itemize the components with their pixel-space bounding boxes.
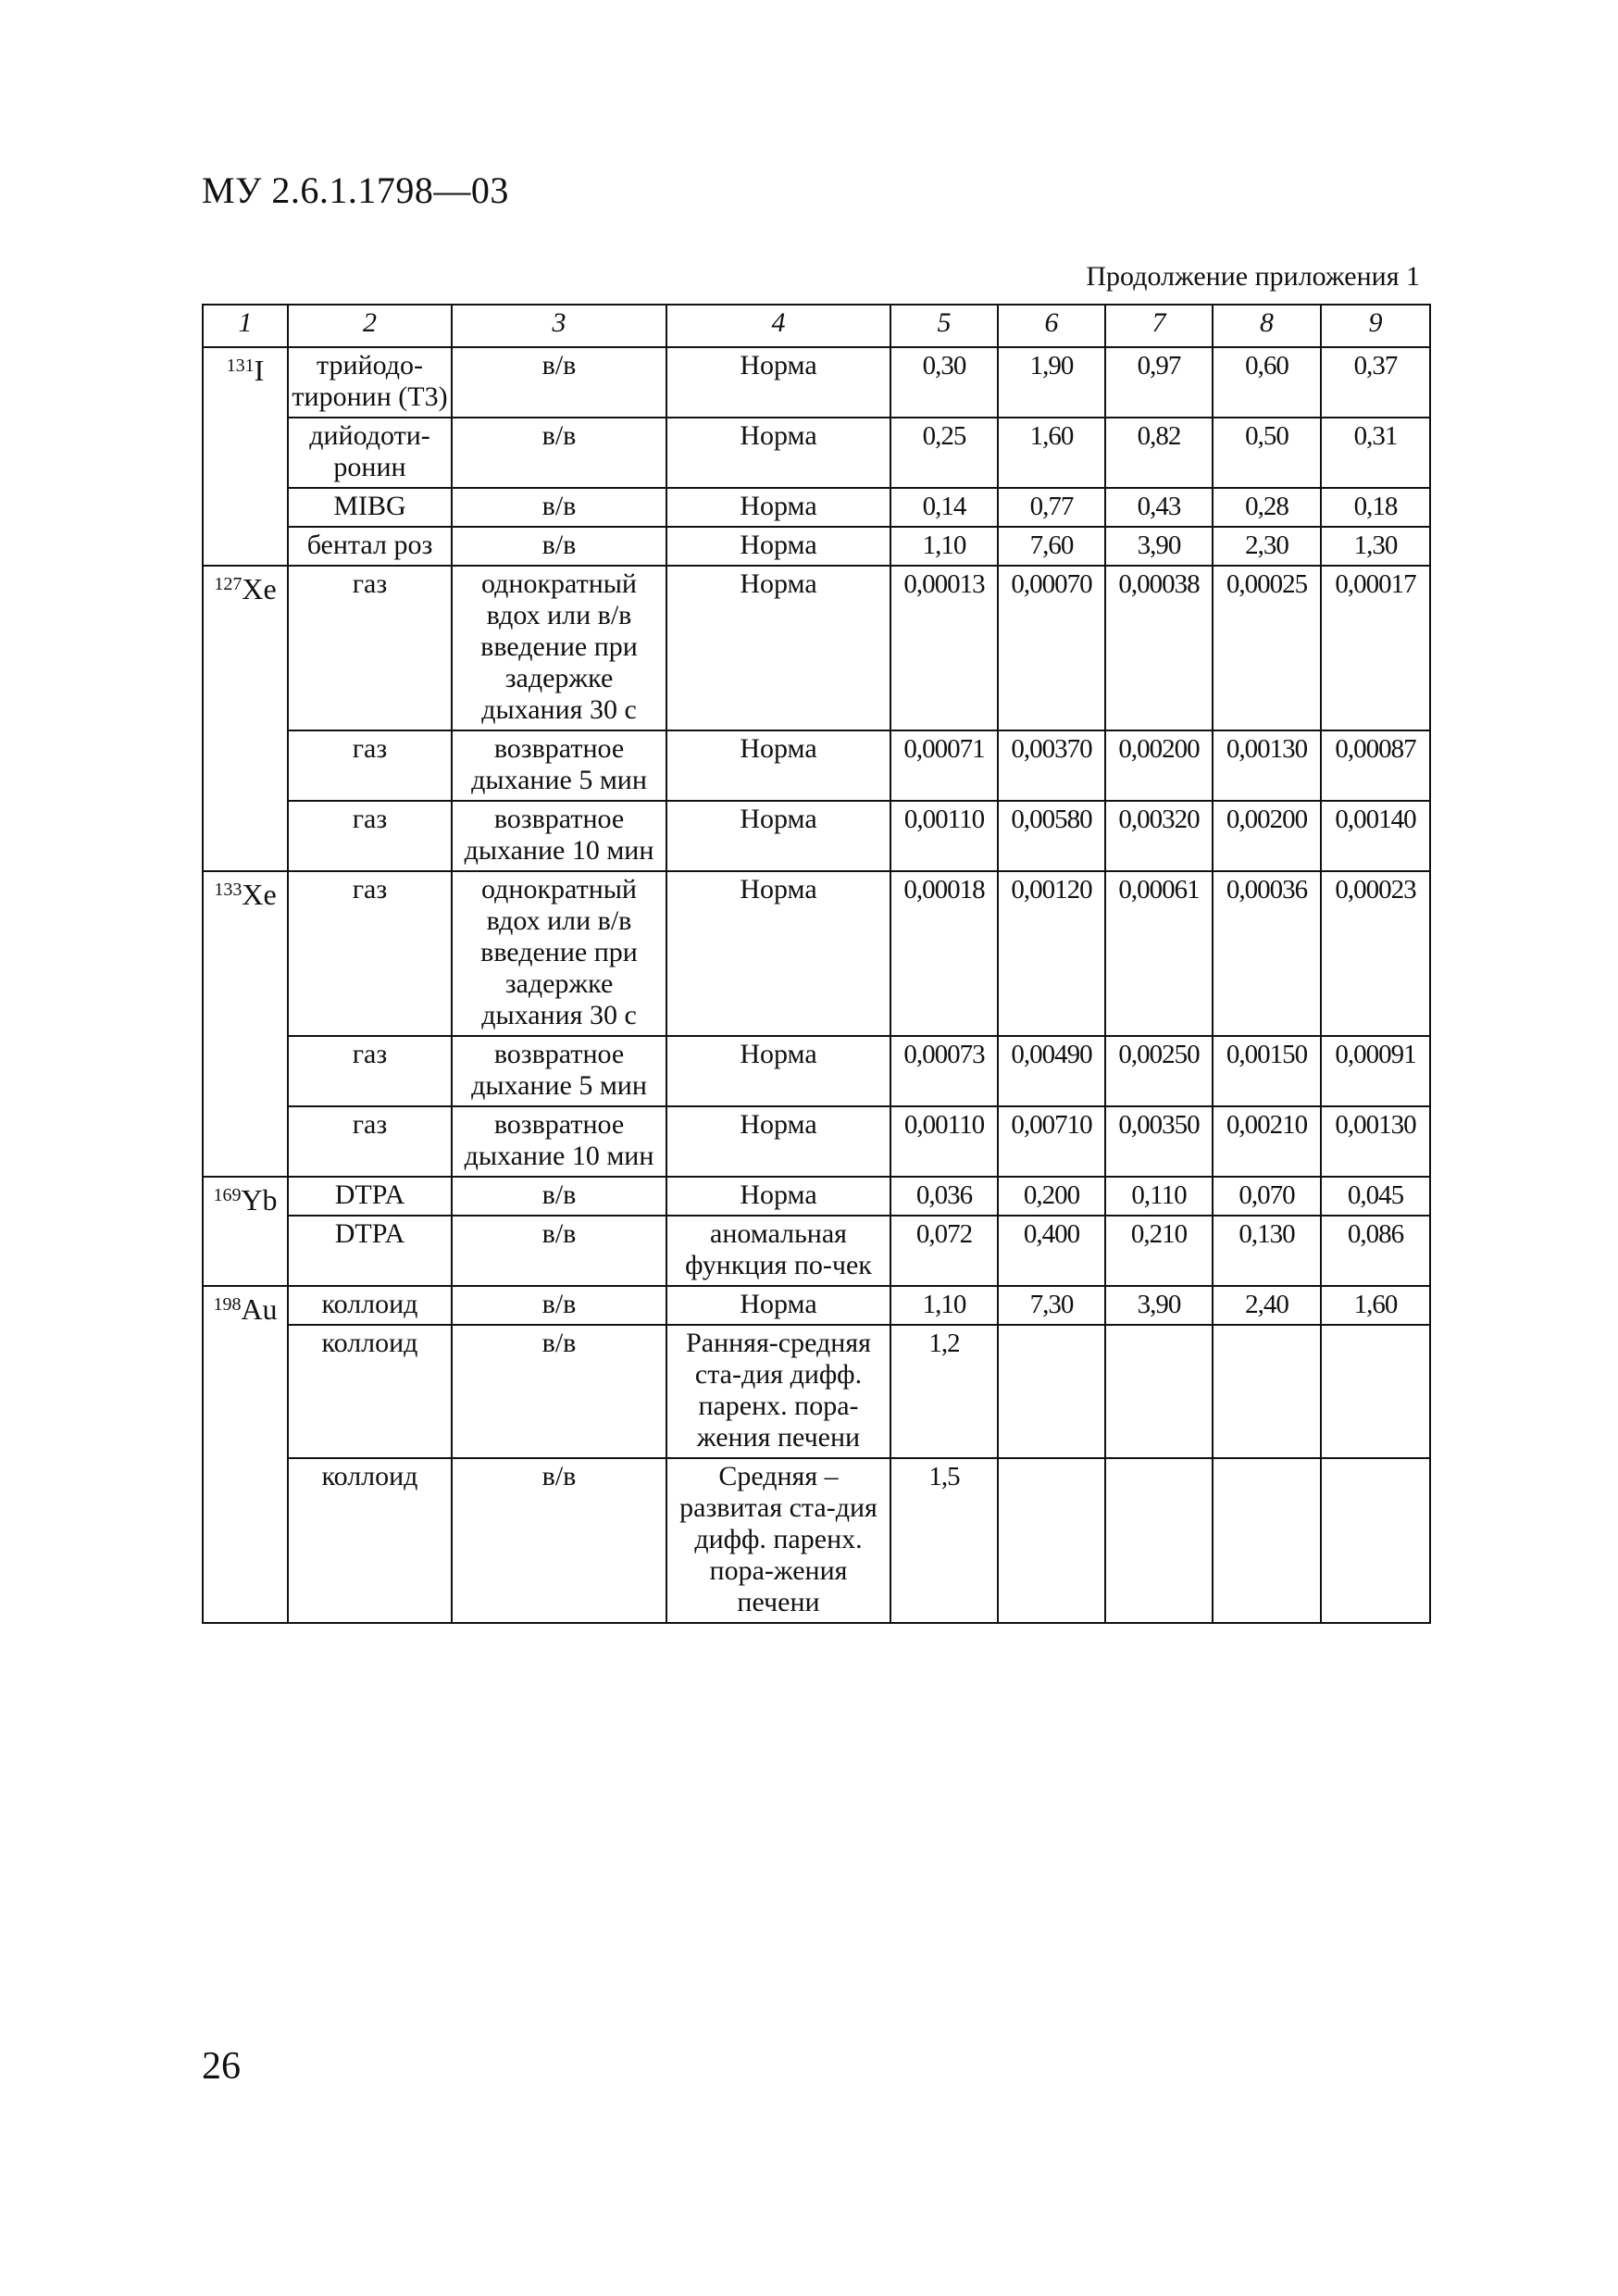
isotope-cell	[203, 1286, 288, 1623]
state-cell: Норма	[666, 1036, 890, 1106]
dose-table	[202, 304, 1431, 1624]
drug-cell: трийодо-тиронин (Т3)	[288, 347, 452, 418]
drug-cell: коллоид	[288, 1325, 452, 1458]
state-cell: Ранняя-средняя ста-дия дифф. паренх. пора-жения печени	[666, 1325, 890, 1458]
route-cell: возвратное дыхание 5 мин	[452, 1036, 666, 1106]
value-cell-col-6: 0,00070	[998, 566, 1105, 730]
continuation-caption: Продолжение приложения 1	[1086, 261, 1420, 292]
route-cell: возвратное дыхание 5 мин	[452, 730, 666, 801]
table-row	[203, 1036, 1430, 1106]
value-cell-col-7	[1105, 1325, 1213, 1458]
value-cell-col-5: 0,30	[890, 347, 998, 418]
table-row	[203, 1286, 1430, 1325]
route-cell: в/в	[452, 1325, 666, 1458]
value-cell-col-9: 0,00017	[1321, 566, 1430, 730]
route-cell: в/в	[452, 418, 666, 488]
column-number-7: 7	[1105, 305, 1213, 347]
value-cell-col-9: 1,60	[1321, 1286, 1430, 1325]
value-cell-col-7: 3,90	[1105, 527, 1213, 566]
isotope-element: Xe	[242, 878, 277, 911]
value-cell-col-5: 0,00018	[890, 871, 998, 1036]
state-cell: Норма	[666, 801, 890, 871]
value-cell-col-7: 0,00250	[1105, 1036, 1213, 1106]
drug-cell: газ	[288, 730, 452, 801]
table-row	[203, 1458, 1430, 1623]
drug-cell: газ	[288, 871, 452, 1036]
route-cell: в/в	[452, 1458, 666, 1623]
value-cell-col-8: 0,070	[1213, 1177, 1321, 1216]
value-cell-col-5: 0,00071	[890, 730, 998, 801]
value-cell-col-5: 1,2	[890, 1325, 998, 1458]
isotope-cell	[203, 566, 288, 871]
value-cell-col-6	[998, 1458, 1105, 1623]
drug-cell: газ	[288, 566, 452, 730]
isotope-mass-number: 198	[213, 1294, 242, 1315]
value-cell-col-8: 0,50	[1213, 418, 1321, 488]
value-cell-col-9: 0,00130	[1321, 1106, 1430, 1177]
value-cell-col-7: 3,90	[1105, 1286, 1213, 1325]
state-cell: аномальная функция по-чек	[666, 1216, 890, 1286]
drug-cell: MIBG	[288, 488, 452, 527]
value-cell-col-9: 0,18	[1321, 488, 1430, 527]
state-cell: Норма	[666, 347, 890, 418]
value-cell-col-9	[1321, 1458, 1430, 1623]
table-body	[203, 347, 1430, 1623]
table-row	[203, 1325, 1430, 1458]
route-cell: в/в	[452, 1177, 666, 1216]
value-cell-col-8	[1213, 1458, 1321, 1623]
value-cell-col-7: 0,210	[1105, 1216, 1213, 1286]
value-cell-col-9: 0,00140	[1321, 801, 1430, 871]
isotope-element: Au	[241, 1292, 278, 1326]
value-cell-col-6: 0,77	[998, 488, 1105, 527]
value-cell-col-7: 0,00350	[1105, 1106, 1213, 1177]
route-cell: в/в	[452, 1216, 666, 1286]
route-cell: в/в	[452, 1286, 666, 1325]
value-cell-col-5: 0,00013	[890, 566, 998, 730]
value-cell-col-8: 0,00210	[1213, 1106, 1321, 1177]
state-cell: Норма	[666, 566, 890, 730]
column-number-2: 2	[288, 305, 452, 347]
column-number-4: 4	[666, 305, 890, 347]
state-cell: Норма	[666, 1286, 890, 1325]
route-cell: однократный вдох или в/в введение при задержке дыхания 30 с	[452, 871, 666, 1036]
value-cell-col-8: 0,28	[1213, 488, 1321, 527]
value-cell-col-5: 0,036	[890, 1177, 998, 1216]
table-row	[203, 1216, 1430, 1286]
drug-cell: газ	[288, 1106, 452, 1177]
state-cell: Норма	[666, 488, 890, 527]
value-cell-col-5: 0,072	[890, 1216, 998, 1286]
value-cell-col-8: 0,60	[1213, 347, 1321, 418]
column-number-8: 8	[1213, 305, 1321, 347]
value-cell-col-5: 1,10	[890, 1286, 998, 1325]
value-cell-col-8: 0,00200	[1213, 801, 1321, 871]
value-cell-col-9: 0,045	[1321, 1177, 1430, 1216]
route-cell: однократный вдох или в/в введение при задержке дыхания 30 с	[452, 566, 666, 730]
value-cell-col-9: 0,37	[1321, 347, 1430, 418]
value-cell-col-5: 0,25	[890, 418, 998, 488]
value-cell-col-9: 0,31	[1321, 418, 1430, 488]
route-cell: в/в	[452, 347, 666, 418]
table-row	[203, 418, 1430, 488]
value-cell-col-8	[1213, 1325, 1321, 1458]
column-number-6: 6	[998, 305, 1105, 347]
state-cell: Норма	[666, 1106, 890, 1177]
value-cell-col-9: 0,086	[1321, 1216, 1430, 1286]
value-cell-col-7: 0,43	[1105, 488, 1213, 527]
document-code: МУ 2.6.1.1798—03	[202, 169, 509, 211]
value-cell-col-7	[1105, 1458, 1213, 1623]
value-cell-col-6: 0,00370	[998, 730, 1105, 801]
value-cell-col-5: 0,00110	[890, 1106, 998, 1177]
table-row	[203, 566, 1430, 730]
drug-cell: коллоид	[288, 1458, 452, 1623]
value-cell-col-9: 0,00091	[1321, 1036, 1430, 1106]
drug-cell: DTPA	[288, 1177, 452, 1216]
page-number: 26	[202, 2045, 241, 2088]
table-row	[203, 1106, 1430, 1177]
value-cell-col-6: 0,00710	[998, 1106, 1105, 1177]
value-cell-col-5: 0,14	[890, 488, 998, 527]
value-cell-col-9: 1,30	[1321, 527, 1430, 566]
value-cell-col-6: 1,90	[998, 347, 1105, 418]
isotope-cell	[203, 347, 288, 566]
isotope-mass-number: 127	[214, 574, 243, 594]
column-number-5: 5	[890, 305, 998, 347]
value-cell-col-6: 0,00490	[998, 1036, 1105, 1106]
isotope-cell	[203, 871, 288, 1177]
value-cell-col-6: 0,00120	[998, 871, 1105, 1036]
value-cell-col-8: 0,00150	[1213, 1036, 1321, 1106]
value-cell-col-9	[1321, 1325, 1430, 1458]
state-cell: Норма	[666, 527, 890, 566]
value-cell-col-8: 0,00025	[1213, 566, 1321, 730]
drug-cell: газ	[288, 1036, 452, 1106]
state-cell: Норма	[666, 871, 890, 1036]
table-row	[203, 347, 1430, 418]
value-cell-col-8: 2,30	[1213, 527, 1321, 566]
value-cell-col-6: 0,400	[998, 1216, 1105, 1286]
column-number-3: 3	[452, 305, 666, 347]
value-cell-col-8: 0,00130	[1213, 730, 1321, 801]
isotope-element: Xe	[242, 572, 277, 605]
value-cell-col-7: 0,82	[1105, 418, 1213, 488]
table-row	[203, 871, 1430, 1036]
value-cell-col-5: 1,10	[890, 527, 998, 566]
value-cell-col-6: 1,60	[998, 418, 1105, 488]
isotope-element: I	[254, 354, 265, 387]
route-cell: возвратное дыхание 10 мин	[452, 801, 666, 871]
isotope-mass-number: 133	[214, 880, 243, 900]
value-cell-col-7: 0,00061	[1105, 871, 1213, 1036]
state-cell: Норма	[666, 418, 890, 488]
drug-cell: DTPA	[288, 1216, 452, 1286]
value-cell-col-7: 0,00038	[1105, 566, 1213, 730]
table-row	[203, 801, 1430, 871]
value-cell-col-9: 0,00087	[1321, 730, 1430, 801]
table-row	[203, 488, 1430, 527]
value-cell-col-6: 7,60	[998, 527, 1105, 566]
value-cell-col-9: 0,00023	[1321, 871, 1430, 1036]
value-cell-col-8: 0,130	[1213, 1216, 1321, 1286]
value-cell-col-8: 2,40	[1213, 1286, 1321, 1325]
value-cell-col-7: 0,00200	[1105, 730, 1213, 801]
value-cell-col-7: 0,110	[1105, 1177, 1213, 1216]
route-cell: в/в	[452, 488, 666, 527]
state-cell: Норма	[666, 1177, 890, 1216]
value-cell-col-6: 7,30	[998, 1286, 1105, 1325]
state-cell: Средняя – развитая ста-дия дифф. паренх. пора-жения печени	[666, 1458, 890, 1623]
column-number-1: 1	[203, 305, 288, 347]
value-cell-col-7: 0,97	[1105, 347, 1213, 418]
value-cell-col-7: 0,00320	[1105, 801, 1213, 871]
table-row	[203, 1177, 1430, 1216]
column-number-row	[203, 305, 1430, 347]
route-cell: возвратное дыхание 10 мин	[452, 1106, 666, 1177]
isotope-mass-number: 169	[213, 1185, 242, 1205]
table-row	[203, 730, 1430, 801]
state-cell: Норма	[666, 730, 890, 801]
drug-cell: дийодоти-ронин	[288, 418, 452, 488]
value-cell-col-6	[998, 1325, 1105, 1458]
isotope-mass-number: 131	[226, 356, 255, 376]
value-cell-col-6: 0,00580	[998, 801, 1105, 871]
value-cell-col-5: 0,00110	[890, 801, 998, 871]
value-cell-col-5: 1,5	[890, 1458, 998, 1623]
column-number-9: 9	[1321, 305, 1430, 347]
drug-cell: газ	[288, 801, 452, 871]
value-cell-col-5: 0,00073	[890, 1036, 998, 1106]
value-cell-col-6: 0,200	[998, 1177, 1105, 1216]
value-cell-col-8: 0,00036	[1213, 871, 1321, 1036]
isotope-element: Yb	[241, 1183, 278, 1217]
drug-cell: бентал роз	[288, 527, 452, 566]
drug-cell: коллоид	[288, 1286, 452, 1325]
route-cell: в/в	[452, 527, 666, 566]
isotope-cell	[203, 1177, 288, 1286]
table-row	[203, 527, 1430, 566]
